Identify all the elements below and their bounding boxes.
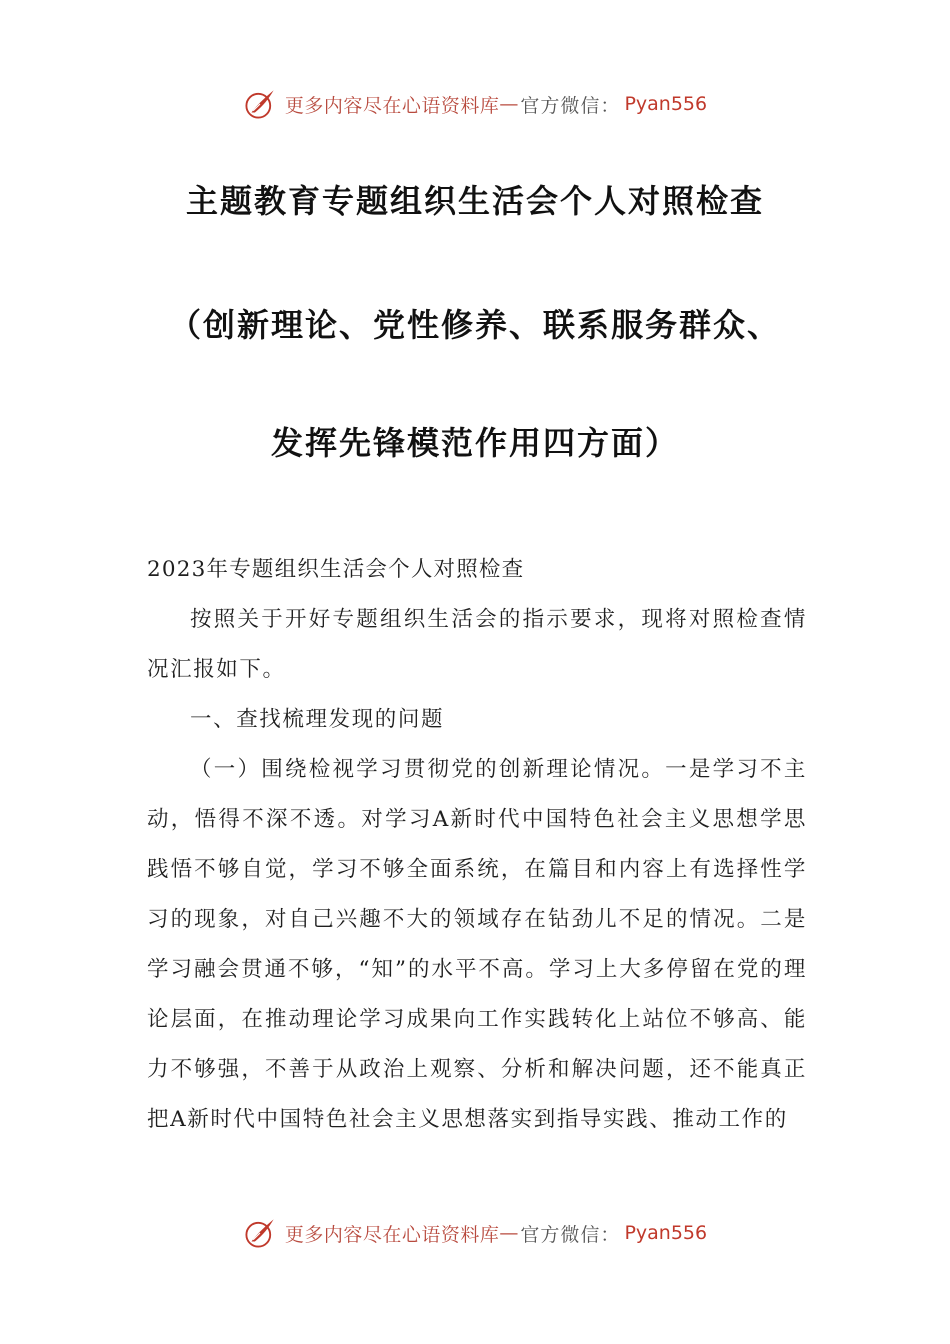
document-title-line-1: 主题教育专题组织生活会个人对照检查 <box>185 182 764 220</box>
paragraph-section-1: （一）围绕检视学习贯彻党的创新理论情况。一是学习不主动，悟得不深不透。对学习A新时代中国特色社会主义思想学思践悟不够自觉，学习不够全面系统，在篇目和内容上有选择性学习的现象，对自己兴趣不大的领域存在钻劲儿不足的情况。二是学习融会贯通不够，“知”的水平不高。学习上大多停留在党的理论层面，在推动理论学习成果向工作实践转化上站位不够高、能力不够强，不善于从政治上观察、分析和解决问题，还不能真正把A新时代中国特色社会主义思想落实到指导实践、推动工作的 <box>147 757 807 1132</box>
watermark-dash: — <box>499 93 519 115</box>
watermark-dash: — <box>499 1222 519 1244</box>
watermark-main-text: 更多内容尽在心语资料库 <box>284 1223 500 1246</box>
watermark-main-text: 更多内容尽在心语资料库 <box>284 94 500 117</box>
document-title-line-3: 发挥先锋模范作用四方面） <box>270 424 679 462</box>
document-title-line-2: （创新理论、党性修养、联系服务群众、 <box>168 306 781 344</box>
watermark-header <box>0 84 950 124</box>
watermark-footer <box>0 1213 950 1253</box>
quill-logo-icon <box>243 1216 277 1250</box>
document-body <box>147 595 807 1145</box>
watermark-sub-text: 官方微信： <box>520 1223 621 1246</box>
quill-logo-icon <box>243 87 277 121</box>
paragraph-intro: 按照关于开好专题组织生活会的指示要求，现将对照检查情况汇报如下。 <box>147 607 807 682</box>
watermark-sub-text: 官方微信： <box>520 94 621 117</box>
section-heading: 一、查找梳理发现的问题 <box>190 707 445 732</box>
watermark-wechat-id: Pyan556 <box>624 1222 708 1244</box>
watermark-wechat-id: Pyan556 <box>624 93 708 115</box>
document-subheading: 2023年专题组织生活会个人对照检查 <box>147 557 525 582</box>
